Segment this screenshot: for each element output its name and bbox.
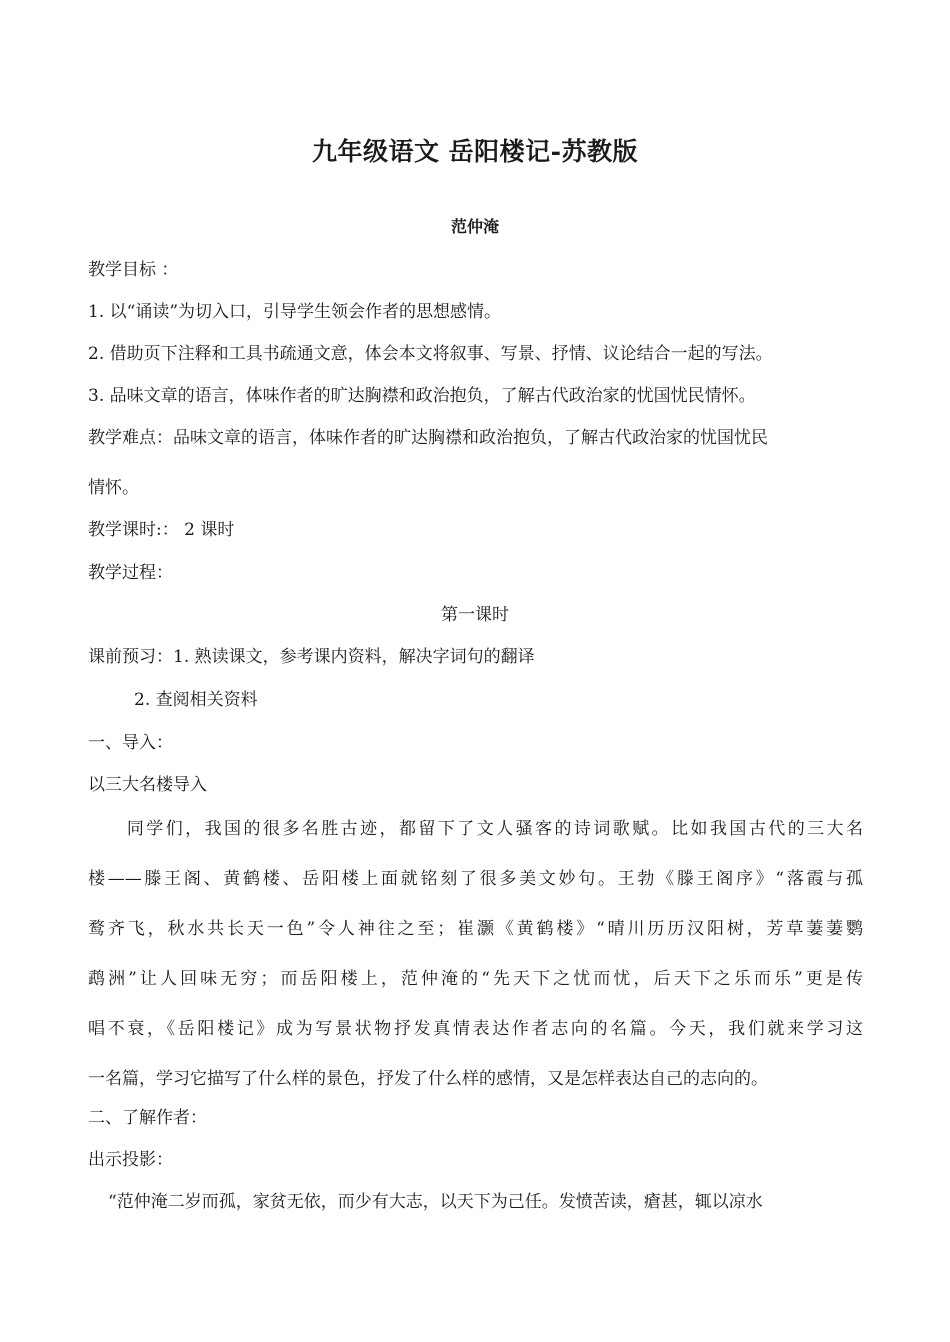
paragraph-line: 唱不衰，《岳阳楼记》成为写景状物抒发真情表达作者志向的名篇。今天，我们就来学习这 bbox=[88, 1019, 863, 1039]
intro-paragraph bbox=[88, 804, 863, 1104]
lesson-heading: 第一课时 bbox=[441, 605, 509, 625]
objectives-heading: 教学目标 ： bbox=[88, 260, 179, 280]
section-heading: 二、了解作者： bbox=[88, 1108, 207, 1128]
objective-item: 2. 借助页下注释和工具书疏通文意，体会本文将叙事、写景、抒情、议论结合一起的写法。 bbox=[88, 344, 773, 364]
objective-item: 3. 品味文章的语言，体味作者的旷达胸襟和政治抱负，了解古代政治家的忧国忧民情怀。 bbox=[88, 386, 756, 406]
difficulty-line: 情怀。 bbox=[88, 478, 139, 498]
show-slide-label: 出示投影： bbox=[88, 1150, 173, 1170]
preview-item: 课前预习：1. 熟读课文，参考课内资料，解决字词句的翻译 bbox=[88, 647, 535, 667]
objective-item: 1. 以“诵读”为切入口，引导学生领会作者的思想感情。 bbox=[88, 302, 502, 322]
paragraph-line: 鹜齐飞，秋水共长天一色”令人神往之至；崔灏《黄鹤楼》“晴川历历汉阳树，芳草萋萋鹦 bbox=[88, 919, 863, 939]
quote-line: “范仲淹二岁而孤，家贫无依，而少有大志，以天下为己任。发愤苦读，瘡甚，辄以凉水 bbox=[108, 1192, 763, 1212]
document-title: 九年级语文 岳阳楼记-苏教版 bbox=[311, 137, 639, 166]
paragraph-line: 同学们，我国的很多名胜古迹，都留下了文人骚客的诗词歌赋。比如我国古代的三大名 bbox=[88, 819, 863, 839]
intro-label: 以三大名楼导入 bbox=[88, 775, 207, 795]
teaching-process: 教学过程： bbox=[88, 563, 173, 583]
paragraph-line: 一名篇，学习它描写了什么样的景色，抒发了什么样的感情，又是怎样表达自己的志向的。 bbox=[88, 1069, 768, 1089]
teaching-hours: 教学课时:： 2 课时 bbox=[88, 520, 235, 540]
section-heading: 一、导入： bbox=[88, 733, 173, 753]
paragraph-line: 鹉洲”让人回味无穷；而岳阳楼上，范仲淹的“先天下之忧而忧，后天下之乐而乐”更是传 bbox=[88, 969, 863, 989]
document-author: 范仲淹 bbox=[450, 217, 499, 236]
preview-item: 2. 查阅相关资料 bbox=[134, 690, 258, 710]
paragraph-line: 楼——滕王阁、黄鹤楼、岳阳楼上面就铭刻了很多美文妙句。王勃《滕王阁序》“落霞与孤 bbox=[88, 869, 863, 889]
difficulty-line: 教学难点：品味文章的语言，体味作者的旷达胸襟和政治抱负，了解古代政治家的忧国忧民 bbox=[88, 428, 768, 448]
